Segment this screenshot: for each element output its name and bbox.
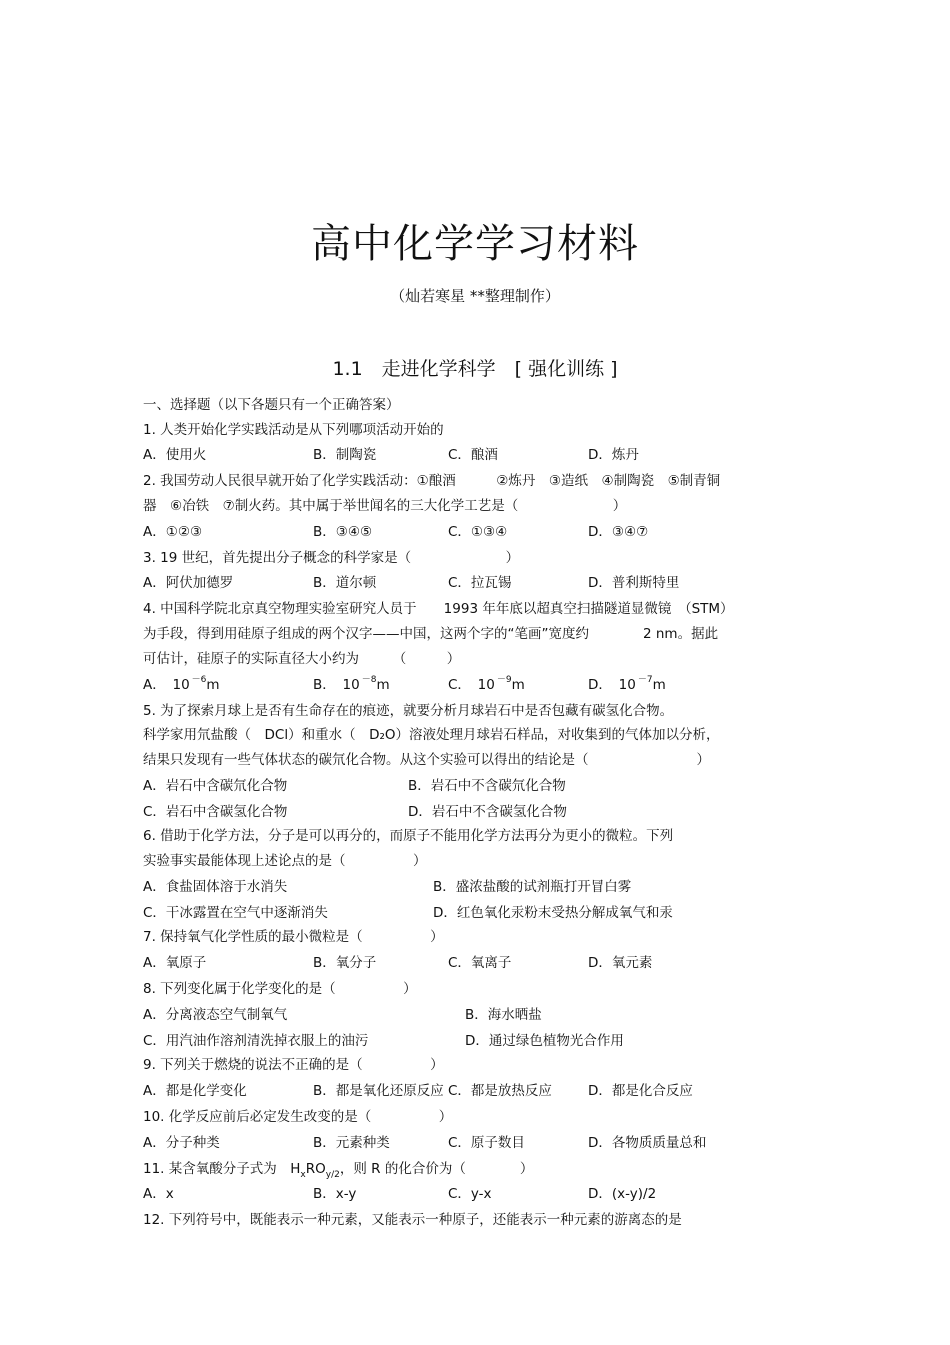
page-title: 高中化学学习材料 [311,221,639,267]
page-subtitle: （灿若寒星 **整理制作） [390,287,560,305]
q3-options [143,570,823,597]
q8-option-a: A．分离液态空气制氧气 [143,1006,288,1023]
q9-options [143,1078,823,1105]
q1-options [143,442,823,469]
q2-option-b: B．③④⑤ [313,523,373,540]
q3-option-b: B．道尔顿 [313,575,377,592]
q11-stem: 11. 某含氧酸分子式为 $H_xRO_{y/2}$，则 R 的化合价为（ ） [143,1160,534,1180]
q3-option-a: A．阿伏加德罗 [143,575,234,592]
q10-option-b: B．元素种类 [313,1134,390,1151]
q9-option-b: B．都是氧化还原反应 [313,1083,444,1100]
q7-options [143,950,823,977]
q4-option-a: A． 10 $^{-6}$m [143,674,220,693]
q5-options-row1 [143,773,823,800]
q2-stem-line1: 2. 我国劳动人民很早就开始了化学实践活动：①酿酒 ②炼丹 ③造纸 ④制陶瓷 ⑤制青铜 [143,473,721,490]
question-body [143,393,823,1233]
q1-stem: 1. 人类开始化学实践活动是从下列哪项活动开始的 [143,421,444,438]
q10-option-c: C．原子数目 [448,1134,525,1151]
q11-option-a: A．x [143,1186,174,1203]
q6-options-row2 [143,901,823,926]
q2-option-c: C．①③④ [448,523,508,540]
q9-option-d: D．都是化合反应 [588,1083,693,1100]
q6-option-d: D．红色氧化汞粉末受热分解成氧气和汞 [433,904,673,921]
q4-stem-line1: 4. 中国科学院北京真空物理实验室研究人员于 1993 年年底以超真空扫描隧道显微镜 （STM） [143,601,734,618]
q5-option-d: D．岩石中不含碳氢化合物 [408,803,567,820]
q10-option-d: D．各物质质量总和 [588,1134,707,1151]
q7-option-c: C．氧离子 [448,955,512,971]
q11-options [143,1181,823,1208]
q8-option-b: B．海水晒盐 [465,1006,542,1023]
q8-option-d: D．通过绿色植物光合作用 [465,1032,624,1049]
q10-stem: 10. 化学反应前后必定发生改变的是（ ） [143,1109,453,1126]
q5-option-b: B．岩石中不含碳氘化合物 [408,777,566,794]
q5-stem-line1: 5. 为了探索月球上是否有生命存在的痕迹，就要分析月球岩石中是否包藏有碳氢化合物。 [143,702,674,719]
q8-options-row2 [143,1029,823,1054]
q12-stem: 12. 下列符号中，既能表示一种元素，又能表示一种原子，还能表示一种元素的游离态的是 [143,1212,682,1229]
q4-option-c: C． 10 $^{-9}$m [448,674,525,693]
q3-option-c: C．拉瓦锡 [448,575,512,592]
q7-option-b: B．氧分子 [313,955,377,971]
q11-option-c: C．y-x [448,1186,492,1203]
q6-options-row1 [143,874,823,901]
q10-options [143,1130,823,1157]
q11-option-d: D．(x-y)/2 [588,1186,657,1203]
q6-option-a: A．食盐固体溶于水消失 [143,878,288,895]
q1-option-d: D．炼丹 [588,447,639,464]
q6-stem-line1: 6. 借助于化学方法，分子是可以再分的，而原子不能用化学方法再分为更小的微粒。下列 [143,828,674,845]
q10-option-a: A．分子种类 [143,1134,220,1151]
q2-options [143,519,823,546]
q1-option-c: C．酿酒 [448,447,498,464]
q3-option-d: D．普利斯特里 [588,575,680,592]
q8-stem: 8. 下列变化属于化学变化的是（ ） [143,981,417,997]
part-heading: 一、选择题（以下各题只有一个正确答案） [143,397,400,413]
q7-option-d: D．氧元素 [588,955,653,971]
q6-option-c: C．干冰露置在空气中逐渐消失 [143,904,328,921]
q5-options-row2 [143,800,823,825]
section-title: 1.1 走进化学科学 [ 强化训练 ] [332,358,618,380]
q8-option-c: C．用汽油作溶剂清洗掉衣服上的油污 [143,1032,369,1049]
q1-option-b: B．制陶瓷 [313,447,377,464]
q9-option-a: A．都是化学变化 [143,1083,247,1100]
q9-stem: 9. 下列关于燃烧的说法不正确的是（ ） [143,1057,444,1074]
q7-stem: 7. 保持氧气化学性质的最小微粒是（ ） [143,929,444,946]
q4-options [143,672,823,699]
q9-option-c: C．都是放热反应 [448,1083,552,1100]
q4-stem-line2: 为手段，得到用硅原子组成的两个汉字——中国，这两个字的“笔画”宽度约 2 nm。据此 [143,626,719,643]
q1-option-a: A．使用火 [143,447,207,464]
q2-option-d: D．③④⑦ [588,523,649,540]
q3-stem: 3. 19 世纪，首先提出分子概念的科学家是（ ） [143,549,520,566]
q6-option-b: B．盛浓盐酸的试剂瓶打开冒白雾 [433,878,632,895]
q5-option-a: A．岩石中含碳氘化合物 [143,777,288,794]
q6-stem-line2: 实验事实最能体现上述论点的是（ ） [143,852,427,869]
q8-options-row1 [143,1002,823,1029]
q2-option-a: A．①②③ [143,523,203,540]
q4-option-d: D． 10 $^{-7}$m [588,674,666,693]
q4-option-b: B． 10 $^{-8}$m [313,674,390,693]
q11-option-b: B．x-y [313,1186,357,1203]
q5-stem-line3: 结果只发现有一些气体状态的碳氘化合物。从这个实验可以得出的结论是（ ） [143,751,710,768]
q2-stem-line2: 器 ⑥冶铁 ⑦制火药。其中属于举世闻名的三大化学工艺是（ ） [143,498,627,515]
q5-option-c: C．岩石中含碳氢化合物 [143,803,288,820]
q7-option-a: A．氧原子 [143,955,207,971]
q5-stem-line2: 科学家用氘盐酸（ DCl）和重水（ D₂O）溶液处理月球岩石样品，对收集到的气体加以分析， [143,727,720,744]
q4-stem-line3: 可估计，硅原子的实际直径大小约为 （ ） [143,650,461,667]
